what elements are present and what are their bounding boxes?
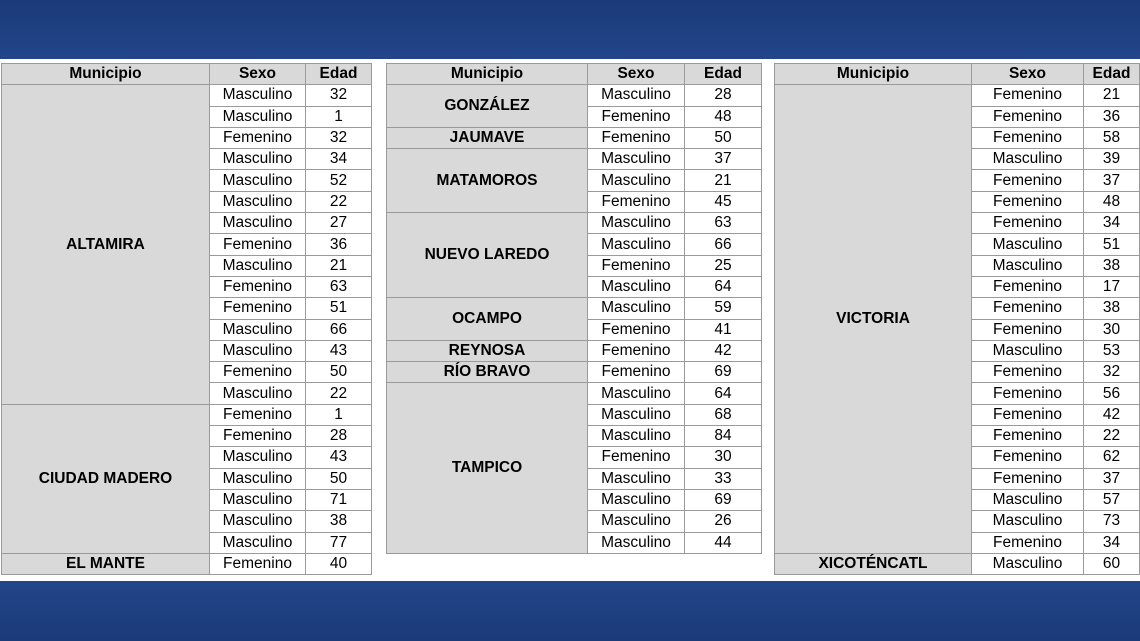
header-municipio: Municipio: [387, 64, 588, 85]
edad-cell: 73: [1084, 511, 1140, 532]
edad-cell: 69: [685, 362, 762, 383]
municipio-cell: NUEVO LAREDO: [387, 213, 588, 298]
sexo-cell: Masculino: [210, 319, 306, 340]
municipio-cell: JAUMAVE: [387, 127, 588, 148]
sexo-cell: Masculino: [972, 553, 1084, 574]
edad-cell: 48: [685, 106, 762, 127]
top-banner: [0, 0, 1140, 59]
edad-cell: 17: [1084, 276, 1140, 297]
table-row: [387, 340, 762, 361]
sexo-cell: Masculino: [972, 234, 1084, 255]
sexo-cell: Femenino: [210, 404, 306, 425]
edad-cell: 34: [306, 149, 372, 170]
cases-table-middle: [386, 63, 762, 554]
edad-cell: 1: [306, 106, 372, 127]
sexo-cell: Masculino: [972, 489, 1084, 510]
sexo-cell: Femenino: [972, 276, 1084, 297]
sexo-cell: Masculino: [210, 511, 306, 532]
edad-cell: 27: [306, 213, 372, 234]
edad-cell: 33: [685, 468, 762, 489]
edad-cell: 43: [306, 447, 372, 468]
sexo-cell: Femenino: [588, 127, 685, 148]
edad-cell: 28: [306, 426, 372, 447]
sexo-cell: Masculino: [210, 85, 306, 106]
edad-cell: 50: [306, 362, 372, 383]
table-row: [387, 298, 762, 319]
header-edad: Edad: [685, 64, 762, 85]
edad-cell: 44: [685, 532, 762, 553]
edad-cell: 52: [306, 170, 372, 191]
edad-cell: 38: [1084, 298, 1140, 319]
edad-cell: 34: [1084, 213, 1140, 234]
sexo-cell: Masculino: [210, 213, 306, 234]
municipio-cell: OCAMPO: [387, 298, 588, 341]
sexo-cell: Masculino: [588, 404, 685, 425]
sexo-cell: Femenino: [588, 191, 685, 212]
edad-cell: 64: [685, 383, 762, 404]
edad-cell: 45: [685, 191, 762, 212]
edad-cell: 21: [1084, 85, 1140, 106]
sexo-cell: Masculino: [588, 468, 685, 489]
edad-cell: 32: [306, 127, 372, 148]
edad-cell: 37: [1084, 170, 1140, 191]
edad-cell: 42: [1084, 404, 1140, 425]
edad-cell: 22: [306, 191, 372, 212]
header-row: [2, 64, 372, 85]
header-sexo: Sexo: [972, 64, 1084, 85]
sexo-cell: Femenino: [972, 127, 1084, 148]
sexo-cell: Masculino: [588, 149, 685, 170]
header-municipio: Municipio: [775, 64, 972, 85]
sexo-cell: Masculino: [972, 255, 1084, 276]
edad-cell: 66: [306, 319, 372, 340]
sexo-cell: Masculino: [588, 383, 685, 404]
sexo-cell: Femenino: [588, 106, 685, 127]
sexo-cell: Masculino: [210, 532, 306, 553]
sexo-cell: Femenino: [210, 553, 306, 574]
edad-cell: 53: [1084, 340, 1140, 361]
edad-cell: 30: [685, 447, 762, 468]
sexo-cell: Femenino: [972, 106, 1084, 127]
edad-cell: 38: [1084, 255, 1140, 276]
municipio-cell: MATAMOROS: [387, 149, 588, 213]
sexo-cell: Femenino: [972, 298, 1084, 319]
sexo-cell: Femenino: [972, 426, 1084, 447]
municipio-cell: XICOTÉNCATL: [775, 553, 972, 574]
edad-cell: 36: [1084, 106, 1140, 127]
edad-cell: 48: [1084, 191, 1140, 212]
municipio-cell: CIUDAD MADERO: [2, 404, 210, 553]
edad-cell: 77: [306, 532, 372, 553]
sexo-cell: Masculino: [588, 511, 685, 532]
edad-cell: 51: [306, 298, 372, 319]
sexo-cell: Femenino: [588, 340, 685, 361]
sexo-cell: Femenino: [972, 170, 1084, 191]
sexo-cell: Femenino: [210, 362, 306, 383]
table-row: [387, 213, 762, 234]
edad-cell: 39: [1084, 149, 1140, 170]
sexo-cell: Femenino: [588, 447, 685, 468]
edad-cell: 57: [1084, 489, 1140, 510]
table-row: [775, 85, 1140, 106]
sexo-cell: Masculino: [210, 170, 306, 191]
header-sexo: Sexo: [588, 64, 685, 85]
sexo-cell: Femenino: [210, 127, 306, 148]
sexo-cell: Masculino: [210, 340, 306, 361]
sexo-cell: Masculino: [588, 532, 685, 553]
edad-cell: 63: [685, 213, 762, 234]
sexo-cell: Femenino: [972, 383, 1084, 404]
edad-cell: 60: [1084, 553, 1140, 574]
edad-cell: 37: [1084, 468, 1140, 489]
sexo-cell: Masculino: [972, 511, 1084, 532]
sexo-cell: Masculino: [210, 255, 306, 276]
municipio-cell: TAMPICO: [387, 383, 588, 553]
header-row: [387, 64, 762, 85]
edad-cell: 58: [1084, 127, 1140, 148]
edad-cell: 59: [685, 298, 762, 319]
sexo-cell: Masculino: [588, 489, 685, 510]
sexo-cell: Masculino: [210, 106, 306, 127]
sexo-cell: Masculino: [588, 234, 685, 255]
sexo-cell: Masculino: [210, 489, 306, 510]
edad-cell: 32: [306, 85, 372, 106]
edad-cell: 21: [685, 170, 762, 191]
edad-cell: 36: [306, 234, 372, 255]
edad-cell: 25: [685, 255, 762, 276]
edad-cell: 22: [1084, 426, 1140, 447]
municipio-cell: REYNOSA: [387, 340, 588, 361]
edad-cell: 1: [306, 404, 372, 425]
edad-cell: 40: [306, 553, 372, 574]
table-row: [2, 553, 372, 574]
sexo-cell: Femenino: [588, 362, 685, 383]
edad-cell: 42: [685, 340, 762, 361]
municipio-cell: RÍO BRAVO: [387, 362, 588, 383]
sexo-cell: Masculino: [588, 426, 685, 447]
sexo-cell: Masculino: [972, 149, 1084, 170]
edad-cell: 43: [306, 340, 372, 361]
municipio-cell: GONZÁLEZ: [387, 85, 588, 128]
municipio-cell: ALTAMIRA: [2, 85, 210, 404]
sexo-cell: Masculino: [210, 383, 306, 404]
table-row: [2, 85, 372, 106]
edad-cell: 69: [685, 489, 762, 510]
edad-cell: 30: [1084, 319, 1140, 340]
edad-cell: 84: [685, 426, 762, 447]
sexo-cell: Masculino: [588, 276, 685, 297]
sexo-cell: Femenino: [972, 213, 1084, 234]
table-row: [2, 404, 372, 425]
table-row: [387, 85, 762, 106]
table-row: [387, 362, 762, 383]
sexo-cell: Masculino: [210, 447, 306, 468]
sexo-cell: Femenino: [972, 85, 1084, 106]
sexo-cell: Masculino: [588, 213, 685, 234]
edad-cell: 26: [685, 511, 762, 532]
header-municipio: Municipio: [2, 64, 210, 85]
sexo-cell: Femenino: [972, 468, 1084, 489]
edad-cell: 62: [1084, 447, 1140, 468]
sexo-cell: Masculino: [210, 191, 306, 212]
header-edad: Edad: [306, 64, 372, 85]
edad-cell: 64: [685, 276, 762, 297]
edad-cell: 50: [306, 468, 372, 489]
sexo-cell: Femenino: [972, 191, 1084, 212]
edad-cell: 28: [685, 85, 762, 106]
edad-cell: 50: [685, 127, 762, 148]
sexo-cell: Femenino: [972, 532, 1084, 553]
bottom-banner: [0, 581, 1140, 641]
sexo-cell: Femenino: [972, 404, 1084, 425]
sexo-cell: Masculino: [588, 170, 685, 191]
edad-cell: 63: [306, 276, 372, 297]
cases-table-right: [774, 63, 1140, 575]
edad-cell: 41: [685, 319, 762, 340]
sexo-cell: Femenino: [972, 447, 1084, 468]
sexo-cell: Masculino: [972, 340, 1084, 361]
header-row: [775, 64, 1140, 85]
sexo-cell: Femenino: [210, 276, 306, 297]
sexo-cell: Femenino: [210, 234, 306, 255]
edad-cell: 34: [1084, 532, 1140, 553]
sexo-cell: Masculino: [588, 298, 685, 319]
table-row: [387, 383, 762, 404]
edad-cell: 66: [685, 234, 762, 255]
edad-cell: 32: [1084, 362, 1140, 383]
sexo-cell: Femenino: [588, 255, 685, 276]
header-sexo: Sexo: [210, 64, 306, 85]
edad-cell: 51: [1084, 234, 1140, 255]
edad-cell: 56: [1084, 383, 1140, 404]
sexo-cell: Femenino: [972, 319, 1084, 340]
municipio-cell: EL MANTE: [2, 553, 210, 574]
edad-cell: 68: [685, 404, 762, 425]
sexo-cell: Femenino: [972, 362, 1084, 383]
sexo-cell: Masculino: [210, 468, 306, 489]
table-row: [387, 149, 762, 170]
sexo-cell: Femenino: [588, 319, 685, 340]
header-edad: Edad: [1084, 64, 1140, 85]
sexo-cell: Femenino: [210, 426, 306, 447]
sexo-cell: Masculino: [210, 149, 306, 170]
edad-cell: 22: [306, 383, 372, 404]
edad-cell: 37: [685, 149, 762, 170]
table-row: [387, 127, 762, 148]
sexo-cell: Masculino: [588, 85, 685, 106]
edad-cell: 21: [306, 255, 372, 276]
table-row: [775, 553, 1140, 574]
municipio-cell: VICTORIA: [775, 85, 972, 554]
edad-cell: 38: [306, 511, 372, 532]
edad-cell: 71: [306, 489, 372, 510]
sexo-cell: Femenino: [210, 298, 306, 319]
cases-table-left: [1, 63, 372, 575]
